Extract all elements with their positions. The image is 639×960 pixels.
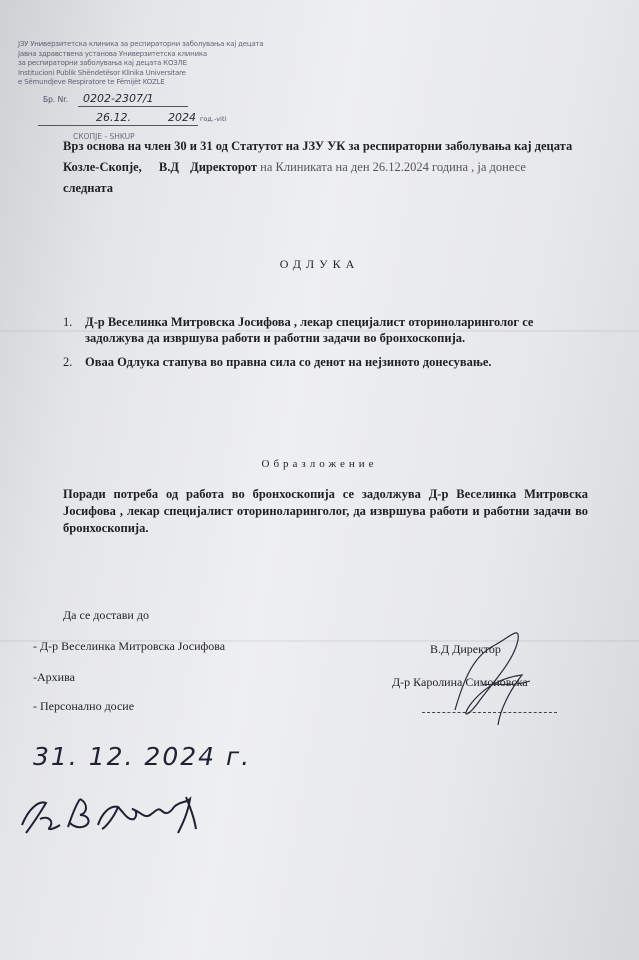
- stamp-line: за респираторни заболувања кај децата КОЗЛЕ: [18, 59, 187, 67]
- stamp-year-suffix: год.-viti: [200, 114, 227, 123]
- stamp-line: e Sëmundjeve Respiratore te Fëmijët KOZLE: [18, 78, 165, 86]
- signature-name: Д-р Каролина Симоновска: [392, 675, 528, 689]
- intro-director: Директорот: [190, 160, 258, 174]
- signature-title: В.Д Директор: [430, 642, 501, 656]
- reg-number: 0202-2307/1: [83, 91, 154, 105]
- intro-text-3: следната: [63, 181, 113, 195]
- stamp-line: ЈЗУ Универзитетска клиника за респираторни заболувања кај децата: [18, 40, 264, 48]
- list-item: [63, 314, 583, 346]
- delivery-header: Да се достави до: [63, 608, 149, 622]
- list-item: [63, 354, 583, 370]
- delivery-item: -Архива: [33, 670, 75, 684]
- stamp-line: Јавна здравствена установа Универзитетска клиника: [18, 49, 207, 58]
- stamp-date: [18, 110, 227, 126]
- handwritten-date: 31. 12. 2024 г.: [33, 742, 252, 771]
- institution-stamp: [18, 40, 264, 141]
- reasoning-text: [63, 486, 588, 537]
- director-signature: [440, 615, 550, 745]
- stamp-underline: [78, 106, 188, 107]
- intro-text-2: на Клиниката на ден 26.12.2024 година , ја донесе: [260, 160, 526, 174]
- intro-text: Врз основа на член 30 и 31 од Статутот на ЈЗУ УК за респираторни заболувања кај децата Козле-Скопје,: [63, 139, 573, 174]
- handwritten-initials: [10, 785, 210, 845]
- document-title: ОДЛУКА: [279, 257, 360, 271]
- list-item-text: Оваа Одлука стапува во правна сила со денот на нејзиното донесување.: [85, 355, 492, 369]
- delivery-item: - Д-р Веселинка Митровска Јосифова: [33, 639, 226, 653]
- stamp-line: Institucioni Publik Shëndetësor Klinika Universitare: [18, 68, 186, 77]
- reasoning-body: Поради потреба од работа во бронхоскопија се задолжува Д-р Веселинка Митровска Јосифова , лекар специјалист оториноларинголог, да извршува работи и работни задачи во бронхоскопија.: [63, 487, 588, 535]
- reg-label: Бр. Nr.: [43, 94, 69, 104]
- list-item-number: 1.: [63, 315, 73, 329]
- intro-vd: В.Д: [158, 160, 179, 174]
- stamp-city: СКОПЈЕ - SHKUP: [73, 131, 135, 141]
- list-item-number: 2.: [63, 355, 73, 369]
- decision-list: [63, 314, 583, 378]
- intro-paragraph: [63, 136, 583, 199]
- delivery-item: - Персонално досие: [33, 699, 135, 713]
- reasoning-title: Образложение: [261, 458, 378, 470]
- list-item-text: Д-р Веселинка Митровска Јосифова , лекар специјалист оториноларинголог се задолжува да извршува работи и работни задачи во бронхоскопија.: [85, 315, 534, 345]
- stamp-date-day: 26.12.: [96, 110, 131, 124]
- stamp-date-year: 2024: [168, 110, 196, 124]
- stamp-registration: [18, 93, 223, 107]
- stamp-underline: [38, 125, 198, 126]
